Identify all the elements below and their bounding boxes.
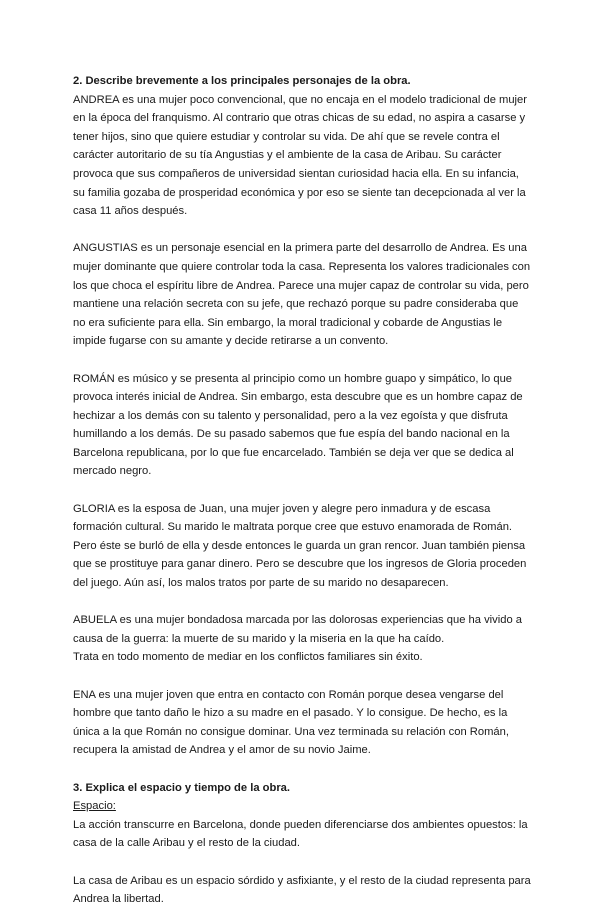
character-name: ENA (73, 688, 96, 701)
character-angustias (73, 239, 533, 351)
section-3-heading: 3. Explica el espacio y tiempo de la obra. (73, 781, 290, 794)
character-name: GLORIA (73, 502, 115, 515)
character-andrea (73, 91, 533, 221)
character-description: es músico y se presenta al principio como un hombre guapo y simpático, lo que provoca interés inicial de Andrea. Sin embargo, esta descubre que es un hombre capaz de hechizar a los demás con su talento y personalidad, pero a la vez egoísta y que disfruta humillando a los demás. De su pasado sabemos que fue espía del bando nacional en la Barcelona republicana, por lo que fue encarcelado. También se deja ver que se dedica al mercado negro. (73, 372, 523, 478)
document-body (73, 72, 533, 909)
character-ena (73, 686, 533, 760)
character-name: ANDREA (73, 93, 120, 106)
section-2-heading: 2. Describe brevemente a los principales personajes de la obra. (73, 75, 411, 87)
character-description: es una mujer bondadosa marcada por las dolorosas experiencias que ha vivido a causa de la guerra: la muerte de su marido y la miseria en la que ha caído. (73, 614, 523, 645)
character-name: ANGUSTIAS (73, 242, 138, 255)
character-description: es un personaje esencial en la primera parte del desarrollo de Andrea. Es una mujer dominante que quiere controlar toda la casa. Representa los valores tradicionales con los que choca el espíritu libre de Andrea. Parece una mujer capaz de controlar su vida, pero mantiene una relación secreta con su jefe, que rechazó porque su padre consideraba que no era suficiente para ella. Sin embargo, la moral tradicional y cobarde de Angustias le impide fugarse con su amante y decide retirarse a un convento. (73, 242, 531, 348)
espacio-paragraph-2: La casa de Aribau es un espacio sórdido y asfixiante, y el resto de la ciudad representa para Andrea la libertad. (73, 874, 531, 906)
character-abuela-extra: Trata en todo momento de mediar en los conflictos familiares sin éxito. (73, 651, 423, 664)
character-description: es la esposa de Juan, una mujer joven y alegre pero inmadura y de escasa formación cultural. Su marido le maltrata porque cree que estuvo enamorada de Román. Pero éste se burló de ella y desde entonces le guarda un gran rencor. Juan también piensa que se prostituye para ganar dinero. Pero se descubre que los ingresos de Gloria proceden del juego. Aún así, los malos tratos por parte de su marido no desaparecen. (73, 502, 527, 590)
character-name: ABUELA (73, 614, 117, 627)
character-abuela (73, 611, 533, 648)
espacio-subheading: Espacio: (73, 800, 116, 813)
espacio-paragraph-1: La acción transcurre en Barcelona, donde pueden diferenciarse dos ambientes opuestos: la casa de la calle Aribau y el resto de la ciudad. (73, 818, 528, 850)
character-roman (73, 370, 533, 482)
character-description: es una mujer poco convencional, que no encaja en el modelo tradicional de mujer en la época del franquismo. Al contrario que otras chicas de su edad, no aspira a casarse y tener hijos, sino que quiere estudiar y controlar su vida. De ahí que se revele contra el carácter autoritario de su tía Angustias y el ambiente de la casa de Aribau. Su carácter provoca que sus compañeros de universidad sientan curiosidad hacia ella. En su infancia, su familia gozaba de prosperidad económica y por eso se siente tan decepcionada al ver la casa 11 años después. (73, 93, 527, 218)
character-name: ROMÁN (73, 372, 115, 385)
character-description: es una mujer joven que entra en contacto con Román porque desea vengarse del hombre que tanto daño le hizo a su madre en el pasado. Y lo consigue. De hecho, es la única a la que Román no consigue dominar. Una vez terminada su relación con Román, recupera la amistad de Andrea y el amor de su novio Jaime. (73, 688, 509, 757)
character-gloria (73, 500, 533, 593)
